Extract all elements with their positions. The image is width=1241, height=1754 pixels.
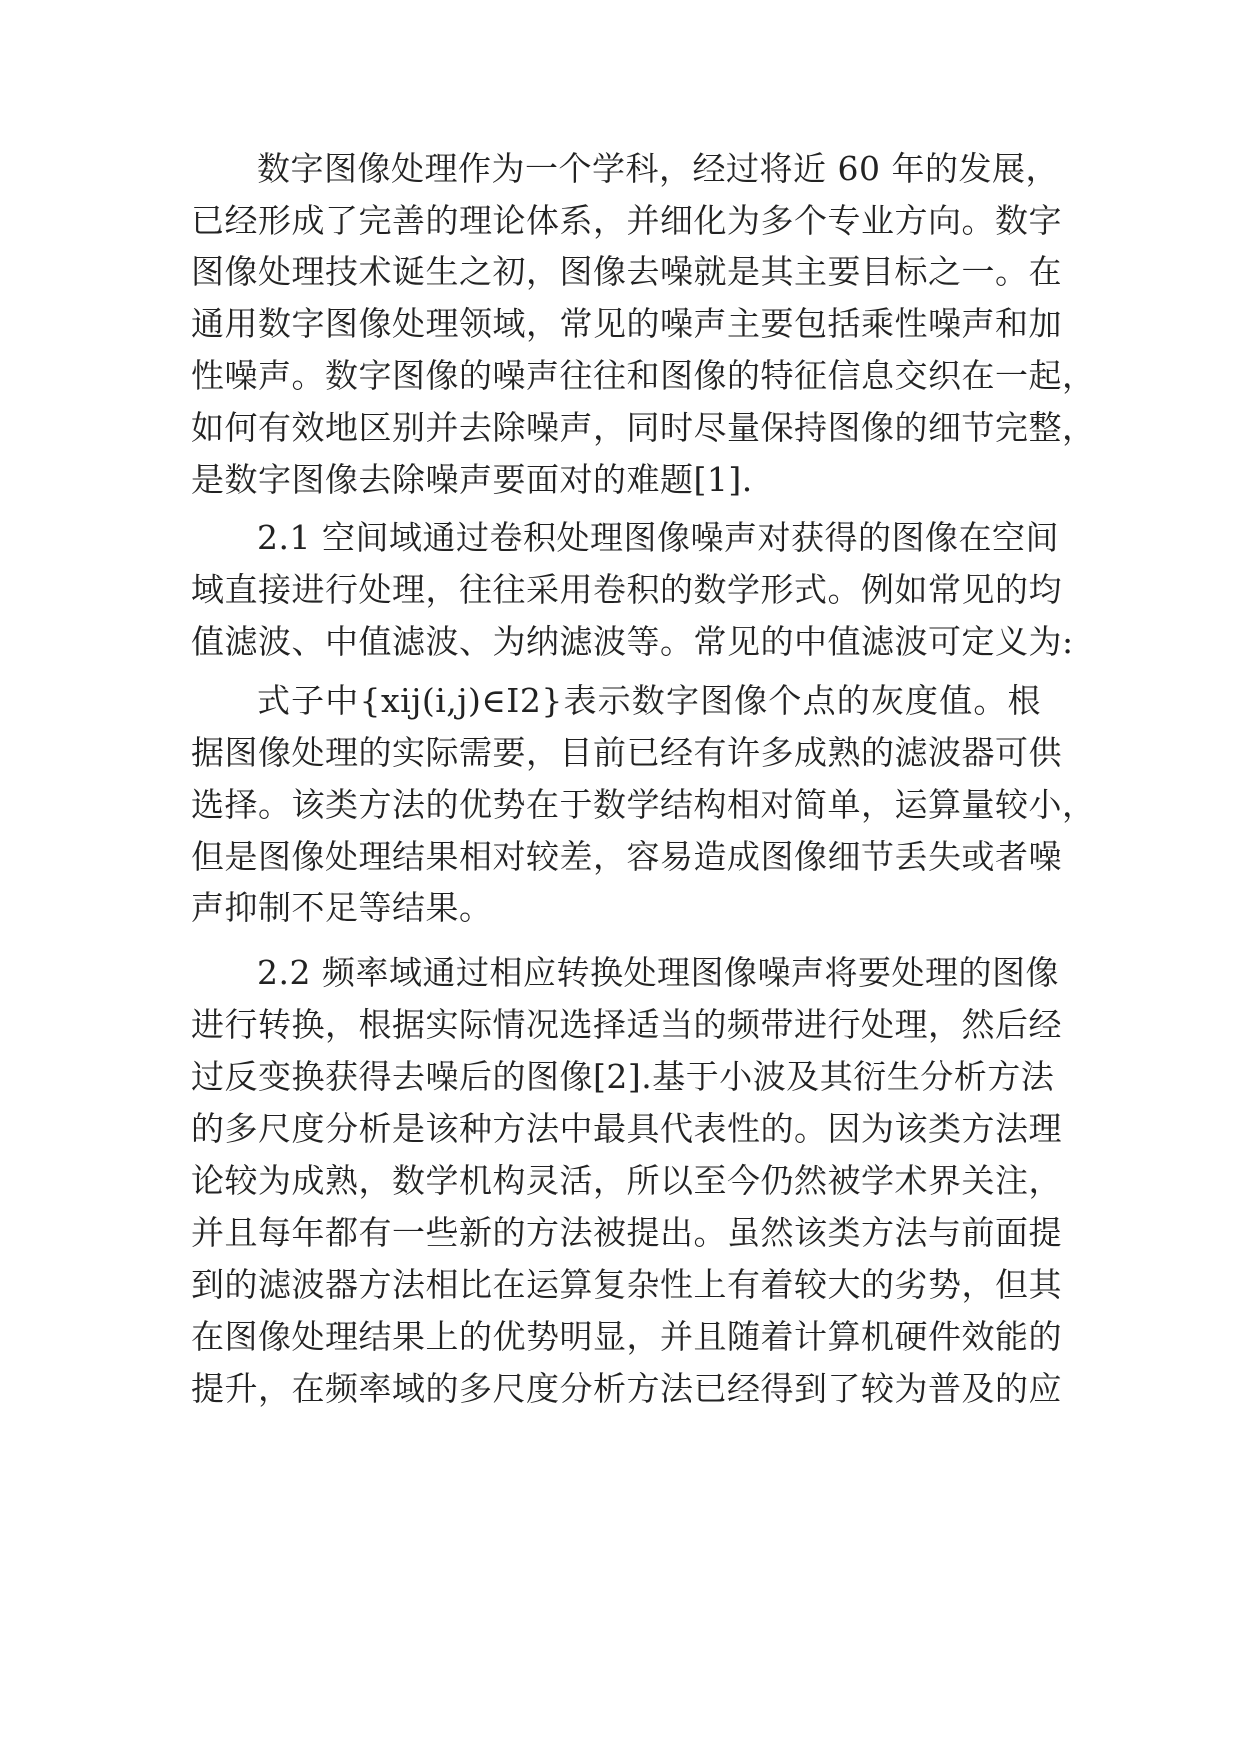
text-line: 据图像处理的实际需要，目前已经有许多成熟的滤波器可供 (191, 733, 1062, 772)
text-line: 但是图像处理结果相对较差，容易造成图像细节丢失或者噪 (191, 837, 1062, 876)
text-line: 已经形成了完善的理论体系，并细化为多个专业方向。数字 (191, 201, 1062, 240)
text-line: 2.2 频率域通过相应转换处理图像噪声将要处理的图像 (257, 953, 1059, 992)
text-line: 声抑制不足等结果。 (191, 888, 493, 927)
text-line: 在图像处理结果上的优势明显，并且随着计算机硬件效能的 (191, 1317, 1062, 1356)
text-line: 性噪声。数字图像的噪声往往和图像的特征信息交织在一起， (191, 356, 1096, 395)
text-line: 通用数字图像处理领域，常见的噪声主要包括乘性噪声和加 (191, 304, 1062, 343)
text-line: 并且每年都有一些新的方法被提出。虽然该类方法与前面提 (191, 1213, 1062, 1252)
text-line: 值滤波、中值滤波、为纳滤波等。常见的中值滤波可定义为: (191, 622, 1074, 661)
text-line: 过反变换获得去噪后的图像[2].基于小波及其衍生分析方法 (191, 1057, 1055, 1096)
text-line: 提升，在频率域的多尺度分析方法已经得到了较为普及的应 (191, 1369, 1062, 1408)
text-line: 进行转换，根据实际情况选择适当的频带进行处理，然后经 (191, 1005, 1062, 1044)
text-line: 是数字图像去除噪声要面对的难题[1]. (191, 460, 753, 499)
text-line: 选择。该类方法的优势在于数学结构相对简单，运算量较小， (191, 785, 1096, 824)
text-line: 域直接进行处理，往往采用卷积的数学形式。例如常见的均 (191, 570, 1062, 609)
text-line: 到的滤波器方法相比在运算复杂性上有着较大的劣势，但其 (191, 1265, 1062, 1304)
text-line: 2.1 空间域通过卷积处理图像噪声对获得的图像在空间 (257, 518, 1059, 557)
text-line: 如何有效地区别并去除噪声，同时尽量保持图像的细节完整， (191, 408, 1096, 447)
text-line: 数字图像处理作为一个学科，经过将近 60 年的发展， (257, 149, 1059, 188)
text-line: 论较为成熟，数学机构灵活，所以至今仍然被学术界关注， (191, 1161, 1062, 1200)
text-line: 式子中{xij(i,j)∈I2}表示数字图像个点的灰度值。根 (257, 681, 1041, 720)
text-line: 的多尺度分析是该种方法中最具代表性的。因为该类方法理 (191, 1109, 1062, 1148)
text-line: 图像处理技术诞生之初，图像去噪就是其主要目标之一。在 (191, 252, 1062, 291)
